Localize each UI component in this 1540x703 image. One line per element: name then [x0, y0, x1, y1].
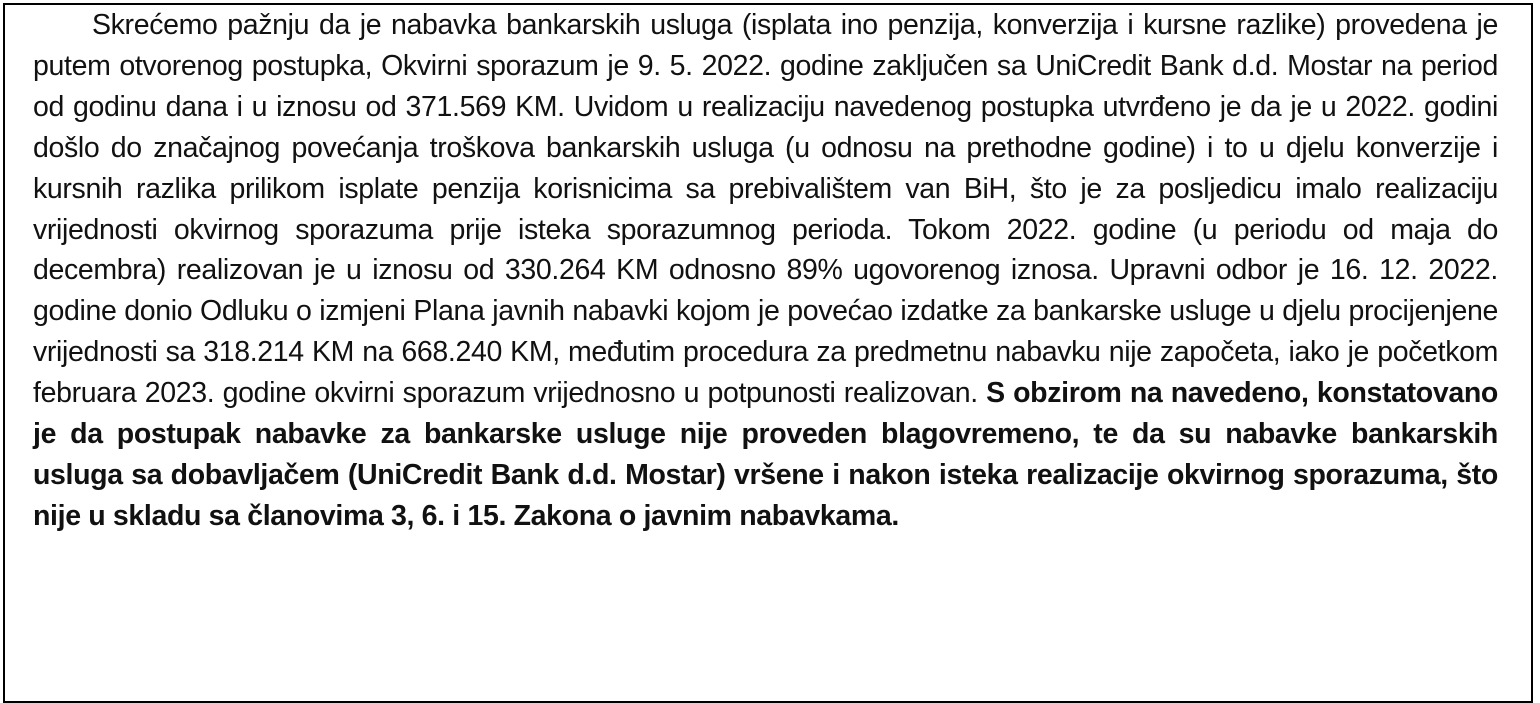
paragraph-bold-conclusion: S obzirom na navedeno, konstatovano je da postupak nabavke za bankarske usluge nije proveden blagovremeno, te da su nabavke bankarskih usluga sa dobavljačem (UniCredit Bank d.d. Mostar) vršene i nakon isteka realizacije okvirnog sporazuma, što nije u skladu sa članovima 3, 6. i 15. Zakona o javnim nabavkama. — [33, 377, 1498, 532]
paragraph-regular-text: Skrećemo pažnju da je nabavka bankarskih usluga (isplata ino penzija, konverzija i kursne razlike) provedena je putem otvorenog postupka, Okvirni sporazum je 9. 5. 2022. godine zaključen sa UniCredit Bank d.d. Mostar na period od godinu dana i u iznosu od 371.569 KM. Uvidom u realizaciju navedenog postupka utvrđeno je da je u 2022. godini došlo do značajnog povećanja troškova bankarskih usluga (u odnosu na prethodne godine) i to u djelu konverzije i kursnih razlika prilikom isplate penzija korisnicima sa prebivalištem van BiH, što je za posljedicu imalo realizaciju vrijednosti okvirnog sporazuma prije isteka sporazumnog perioda. Tokom 2022. godine (u periodu od maja do decembra) realizovan je u iznosu od 330.264 KM odnosno 89% ugovorenog iznosa. Upravni odbor je 16. 12. 2022. godine donio Odluku o izmjeni Plana javnih nabavki kojom je povećao izdatke za bankarske usluge u djelu procijenjene vrijednosti sa 318.214 KM na 668.240 KM, međutim procedura za predmetnu nabavku nije započeta, iako je početkom februara 2023. godine okvirni sporazum vrijednosno u potpunosti realizovan. — [33, 9, 1498, 410]
audit-finding-paragraph — [33, 5, 1498, 537]
